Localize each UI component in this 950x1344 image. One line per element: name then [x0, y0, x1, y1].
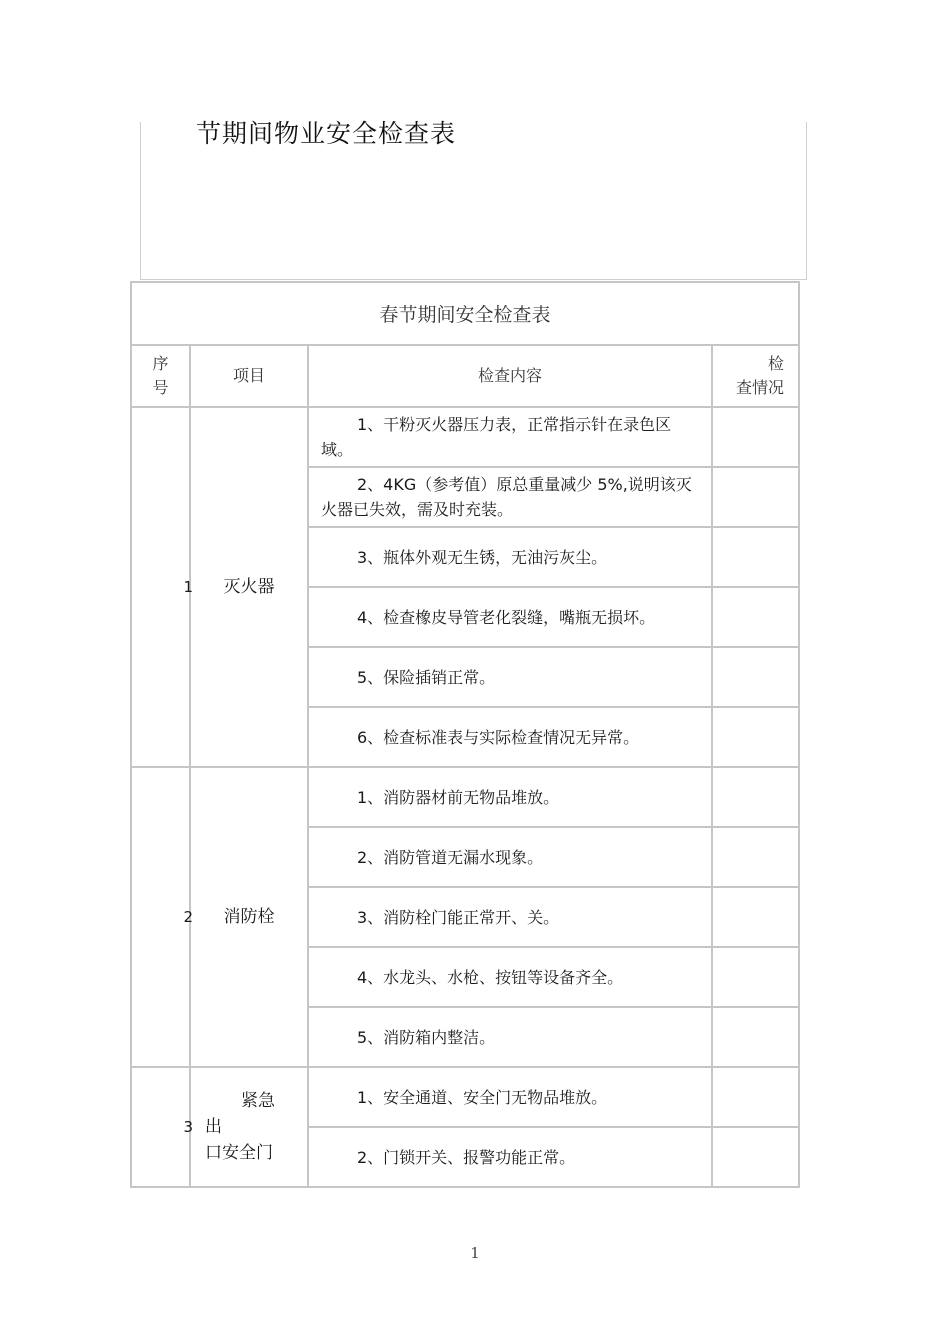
- check-content: 4、水龙头、水枪、按钮等设备齐全。: [308, 947, 712, 1007]
- check-content: 4、检查橡皮导管老化裂缝，嘴瓶无损坏。: [308, 587, 712, 647]
- check-status-cell[interactable]: [712, 467, 799, 527]
- check-status-cell[interactable]: [712, 1007, 799, 1067]
- group-item: [190, 1067, 308, 1187]
- check-content: 2、门锁开关、报警功能正常。: [308, 1127, 712, 1187]
- check-status-cell[interactable]: [712, 527, 799, 587]
- group-seq: 3: [131, 1067, 190, 1187]
- header-seq: [131, 345, 190, 407]
- check-status-cell[interactable]: [712, 767, 799, 827]
- check-content: 3、瓶体外观无生锈，无油污灰尘。: [308, 527, 712, 587]
- check-content: 1、干粉灭火器压力表，正常指示针在录色区域。: [308, 407, 712, 467]
- group-seq: 2: [131, 767, 190, 1067]
- check-content: 6、检查标准表与实际检查情况无异常。: [308, 707, 712, 767]
- header-item: 项目: [190, 345, 308, 407]
- header-content: 检查内容: [308, 345, 712, 407]
- group-item-line2: 口安全门: [205, 1143, 273, 1163]
- table-caption-row: [131, 282, 799, 345]
- group-item-line1: 紧急出: [205, 1091, 275, 1137]
- table-row: [131, 407, 799, 467]
- check-status-cell[interactable]: [712, 407, 799, 467]
- check-content: 2、4KG（参考值）原总重量减少 5%,说明该灭火器已失效，需及时充装。: [308, 467, 712, 527]
- check-content: 1、安全通道、安全门无物品堆放。: [308, 1067, 712, 1127]
- safety-check-table: [130, 281, 800, 1188]
- check-content: 1、消防器材前无物品堆放。: [308, 767, 712, 827]
- page-number: 1: [470, 1244, 480, 1262]
- header-seq-line1: 序: [152, 354, 169, 373]
- check-status-cell[interactable]: [712, 1067, 799, 1127]
- check-status-cell[interactable]: [712, 827, 799, 887]
- check-status-cell[interactable]: [712, 1127, 799, 1187]
- group-seq: 1: [131, 407, 190, 767]
- check-status-cell[interactable]: [712, 647, 799, 707]
- header-status: [712, 345, 799, 407]
- header-status-line1: 检: [768, 354, 785, 373]
- header-status-line2: 查情况: [736, 378, 785, 397]
- group-item: 灭火器: [190, 407, 308, 767]
- check-status-cell[interactable]: [712, 887, 799, 947]
- check-content: 2、消防管道无漏水现象。: [308, 827, 712, 887]
- table-header-row: [131, 345, 799, 407]
- table-caption: 春节期间安全检查表: [131, 282, 799, 345]
- check-content: 5、保险插销正常。: [308, 647, 712, 707]
- table-row: [131, 767, 799, 827]
- document-title: 节期间物业安全检查表: [196, 119, 457, 148]
- check-status-cell[interactable]: [712, 587, 799, 647]
- check-content: 5、消防箱内整洁。: [308, 1007, 712, 1067]
- check-status-cell[interactable]: [712, 707, 799, 767]
- check-status-cell[interactable]: [712, 947, 799, 1007]
- header-seq-line2: 号: [152, 378, 169, 397]
- table-row: [131, 1067, 799, 1127]
- check-content: 3、消防栓门能正常开、关。: [308, 887, 712, 947]
- group-item: 消防栓: [190, 767, 308, 1067]
